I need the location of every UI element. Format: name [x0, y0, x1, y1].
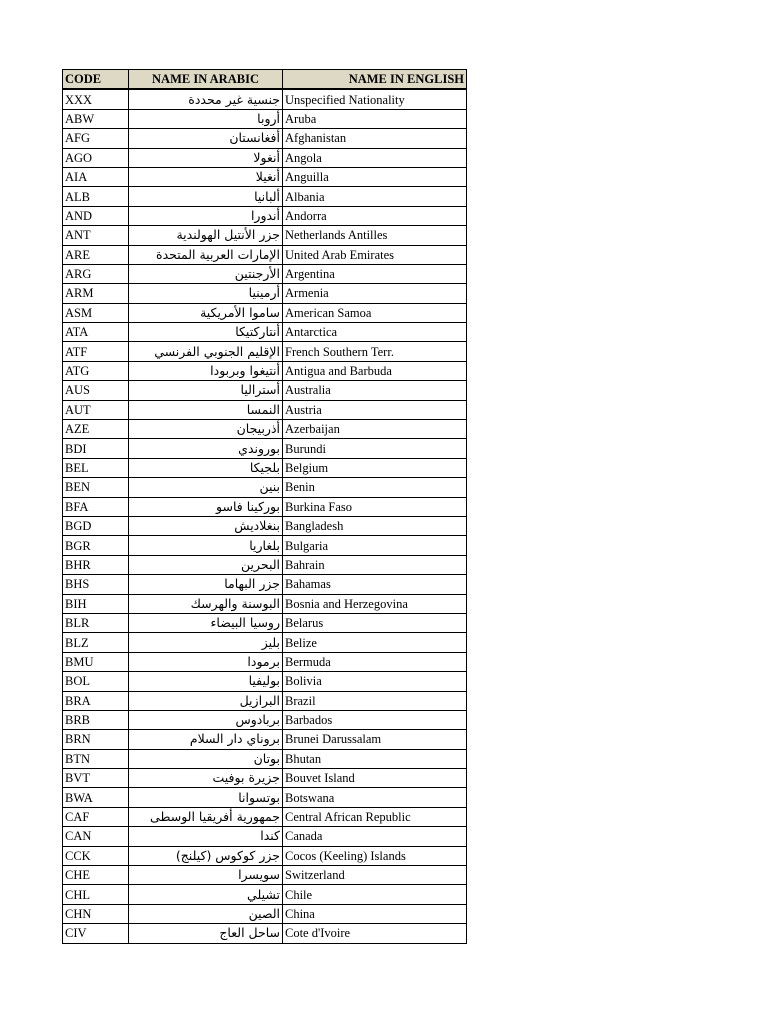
english-name-cell: Belgium: [283, 458, 467, 477]
english-name-cell: Cocos (Keeling) Islands: [283, 846, 467, 865]
arabic-name-cell: ساحل العاج: [129, 924, 283, 943]
code-cell: CIV: [63, 924, 129, 943]
arabic-name-cell: سويسرا: [129, 866, 283, 885]
table-row: [63, 323, 467, 342]
english-name-cell: Botswana: [283, 788, 467, 807]
table-row: [63, 691, 467, 710]
arabic-name-cell: بروناي دار السلام: [129, 730, 283, 749]
table-row: [63, 361, 467, 380]
code-cell: ATG: [63, 361, 129, 380]
code-cell: BRB: [63, 710, 129, 729]
table-row: [63, 89, 467, 109]
english-name-cell: Angola: [283, 148, 467, 167]
table-row: [63, 827, 467, 846]
code-cell: CAN: [63, 827, 129, 846]
code-cell: BWA: [63, 788, 129, 807]
code-cell: BVT: [63, 769, 129, 788]
table-row: [63, 148, 467, 167]
english-name-cell: Bahrain: [283, 555, 467, 574]
code-cell: BEL: [63, 458, 129, 477]
arabic-name-cell: الصين: [129, 904, 283, 923]
arabic-name-cell: جزر البهاما: [129, 575, 283, 594]
english-name-cell: Anguilla: [283, 167, 467, 186]
arabic-name-cell: البرازيل: [129, 691, 283, 710]
arabic-name-cell: بربادوس: [129, 710, 283, 729]
english-name-cell: China: [283, 904, 467, 923]
table-row: [63, 749, 467, 768]
code-cell: BFA: [63, 497, 129, 516]
arabic-name-cell: أفغانستان: [129, 129, 283, 148]
arabic-name-cell: بوتان: [129, 749, 283, 768]
arabic-name-cell: ساموا الأمريكية: [129, 303, 283, 322]
english-name-cell: United Arab Emirates: [283, 245, 467, 264]
code-cell: AFG: [63, 129, 129, 148]
arabic-name-cell: أنتاركتيكا: [129, 323, 283, 342]
english-name-cell: Austria: [283, 400, 467, 419]
code-cell: AND: [63, 206, 129, 225]
table-row: [63, 536, 467, 555]
code-cell: ASM: [63, 303, 129, 322]
english-name-cell: Bangladesh: [283, 516, 467, 535]
table-row: [63, 866, 467, 885]
arabic-name-cell: أروبا: [129, 109, 283, 128]
table-row: [63, 730, 467, 749]
table-row: [63, 555, 467, 574]
code-cell: AUS: [63, 381, 129, 400]
table-row: [63, 613, 467, 632]
table-body: [63, 89, 467, 943]
english-name-cell: Andorra: [283, 206, 467, 225]
english-name-cell: Canada: [283, 827, 467, 846]
table-row: [63, 846, 467, 865]
code-cell: ARG: [63, 264, 129, 283]
arabic-name-cell: بوروندي: [129, 439, 283, 458]
table-row: [63, 807, 467, 826]
arabic-name-cell: أذربيجان: [129, 420, 283, 439]
arabic-name-cell: أنغيلا: [129, 167, 283, 186]
english-name-cell: Barbados: [283, 710, 467, 729]
english-name-cell: Unspecified Nationality: [283, 89, 467, 109]
arabic-name-cell: الإمارات العربية المتحدة: [129, 245, 283, 264]
table-row: [63, 788, 467, 807]
english-name-cell: Afghanistan: [283, 129, 467, 148]
arabic-name-cell: كندا: [129, 827, 283, 846]
table-row: [63, 381, 467, 400]
arabic-name-cell: أندورا: [129, 206, 283, 225]
code-cell: AUT: [63, 400, 129, 419]
arabic-name-cell: بليز: [129, 633, 283, 652]
english-name-cell: Bouvet Island: [283, 769, 467, 788]
code-cell: CHL: [63, 885, 129, 904]
english-name-cell: French Southern Terr.: [283, 342, 467, 361]
code-cell: ALB: [63, 187, 129, 206]
code-cell: CHN: [63, 904, 129, 923]
english-name-cell: Bulgaria: [283, 536, 467, 555]
code-cell: BGD: [63, 516, 129, 535]
code-cell: BRN: [63, 730, 129, 749]
arabic-name-cell: أنتيغوا وبربودا: [129, 361, 283, 380]
code-cell: BHR: [63, 555, 129, 574]
code-cell: BGR: [63, 536, 129, 555]
code-cell: CCK: [63, 846, 129, 865]
arabic-name-cell: بلجيكا: [129, 458, 283, 477]
table-row: [63, 109, 467, 128]
english-name-cell: Brunei Darussalam: [283, 730, 467, 749]
table-row: [63, 303, 467, 322]
code-cell: BMU: [63, 652, 129, 671]
code-cell: ABW: [63, 109, 129, 128]
table-row: [63, 400, 467, 419]
arabic-name-cell: جزيرة بوفيت: [129, 769, 283, 788]
arabic-name-cell: جمهورية أفريقيا الوسطى: [129, 807, 283, 826]
arabic-name-cell: جزر الأنتيل الهولندية: [129, 226, 283, 245]
code-cell: AGO: [63, 148, 129, 167]
arabic-name-cell: تشيلي: [129, 885, 283, 904]
table-row: [63, 672, 467, 691]
arabic-name-cell: أنغولا: [129, 148, 283, 167]
english-name-cell: Brazil: [283, 691, 467, 710]
code-cell: BIH: [63, 594, 129, 613]
header-row: [63, 70, 467, 90]
english-name-cell: Belarus: [283, 613, 467, 632]
header-arabic: NAME IN ARABIC: [129, 70, 283, 90]
table-row: [63, 924, 467, 943]
english-name-cell: Azerbaijan: [283, 420, 467, 439]
arabic-name-cell: الأرجنتين: [129, 264, 283, 283]
code-cell: CAF: [63, 807, 129, 826]
english-name-cell: Central African Republic: [283, 807, 467, 826]
code-cell: CHE: [63, 866, 129, 885]
arabic-name-cell: بوركينا فاسو: [129, 497, 283, 516]
header-code: CODE: [63, 70, 129, 90]
arabic-name-cell: النمسا: [129, 400, 283, 419]
code-cell: XXX: [63, 89, 129, 109]
table-row: [63, 594, 467, 613]
english-name-cell: Bahamas: [283, 575, 467, 594]
table-row: [63, 633, 467, 652]
table-row: [63, 478, 467, 497]
code-cell: BLR: [63, 613, 129, 632]
code-cell: ARE: [63, 245, 129, 264]
arabic-name-cell: جنسية غير محددة: [129, 89, 283, 109]
code-cell: ARM: [63, 284, 129, 303]
code-cell: AIA: [63, 167, 129, 186]
code-cell: AZE: [63, 420, 129, 439]
english-name-cell: Benin: [283, 478, 467, 497]
table-row: [63, 769, 467, 788]
arabic-name-cell: بوليفيا: [129, 672, 283, 691]
arabic-name-cell: ألبانيا: [129, 187, 283, 206]
arabic-name-cell: بنين: [129, 478, 283, 497]
english-name-cell: Burkina Faso: [283, 497, 467, 516]
english-name-cell: Antigua and Barbuda: [283, 361, 467, 380]
english-name-cell: Burundi: [283, 439, 467, 458]
code-cell: ATA: [63, 323, 129, 342]
english-name-cell: Armenia: [283, 284, 467, 303]
english-name-cell: Antarctica: [283, 323, 467, 342]
english-name-cell: Chile: [283, 885, 467, 904]
code-cell: BTN: [63, 749, 129, 768]
table-row: [63, 284, 467, 303]
table-row: [63, 226, 467, 245]
english-name-cell: Bhutan: [283, 749, 467, 768]
table-row: [63, 904, 467, 923]
english-name-cell: Belize: [283, 633, 467, 652]
english-name-cell: Bermuda: [283, 652, 467, 671]
table-row: [63, 885, 467, 904]
arabic-name-cell: البوسنة والهرسك: [129, 594, 283, 613]
english-name-cell: Cote d'Ivoire: [283, 924, 467, 943]
english-name-cell: Aruba: [283, 109, 467, 128]
table-row: [63, 187, 467, 206]
code-cell: BLZ: [63, 633, 129, 652]
table-row: [63, 342, 467, 361]
table-row: [63, 497, 467, 516]
arabic-name-cell: البحرين: [129, 555, 283, 574]
english-name-cell: Australia: [283, 381, 467, 400]
code-cell: BRA: [63, 691, 129, 710]
english-name-cell: Albania: [283, 187, 467, 206]
arabic-name-cell: برمودا: [129, 652, 283, 671]
arabic-name-cell: بلغاريا: [129, 536, 283, 555]
table-row: [63, 652, 467, 671]
code-cell: BOL: [63, 672, 129, 691]
code-cell: BHS: [63, 575, 129, 594]
table-row: [63, 516, 467, 535]
table-row: [63, 710, 467, 729]
code-cell: BDI: [63, 439, 129, 458]
code-cell: ATF: [63, 342, 129, 361]
arabic-name-cell: جزر كوكوس (كيلنج): [129, 846, 283, 865]
table-row: [63, 439, 467, 458]
english-name-cell: Netherlands Antilles: [283, 226, 467, 245]
table-row: [63, 420, 467, 439]
english-name-cell: Bosnia and Herzegovina: [283, 594, 467, 613]
english-name-cell: American Samoa: [283, 303, 467, 322]
arabic-name-cell: بوتسوانا: [129, 788, 283, 807]
arabic-name-cell: بنغلاديش: [129, 516, 283, 535]
arabic-name-cell: أرمينيا: [129, 284, 283, 303]
english-name-cell: Argentina: [283, 264, 467, 283]
header-english: NAME IN ENGLISH: [283, 70, 467, 90]
english-name-cell: Bolivia: [283, 672, 467, 691]
table-row: [63, 167, 467, 186]
table-row: [63, 206, 467, 225]
table-row: [63, 129, 467, 148]
table-row: [63, 245, 467, 264]
code-cell: BEN: [63, 478, 129, 497]
table-row: [63, 575, 467, 594]
arabic-name-cell: روسيا البيضاء: [129, 613, 283, 632]
country-code-table: [62, 69, 467, 944]
arabic-name-cell: الإقليم الجنوبي الفرنسي: [129, 342, 283, 361]
english-name-cell: Switzerland: [283, 866, 467, 885]
table-row: [63, 264, 467, 283]
code-cell: ANT: [63, 226, 129, 245]
table-row: [63, 458, 467, 477]
arabic-name-cell: أستراليا: [129, 381, 283, 400]
